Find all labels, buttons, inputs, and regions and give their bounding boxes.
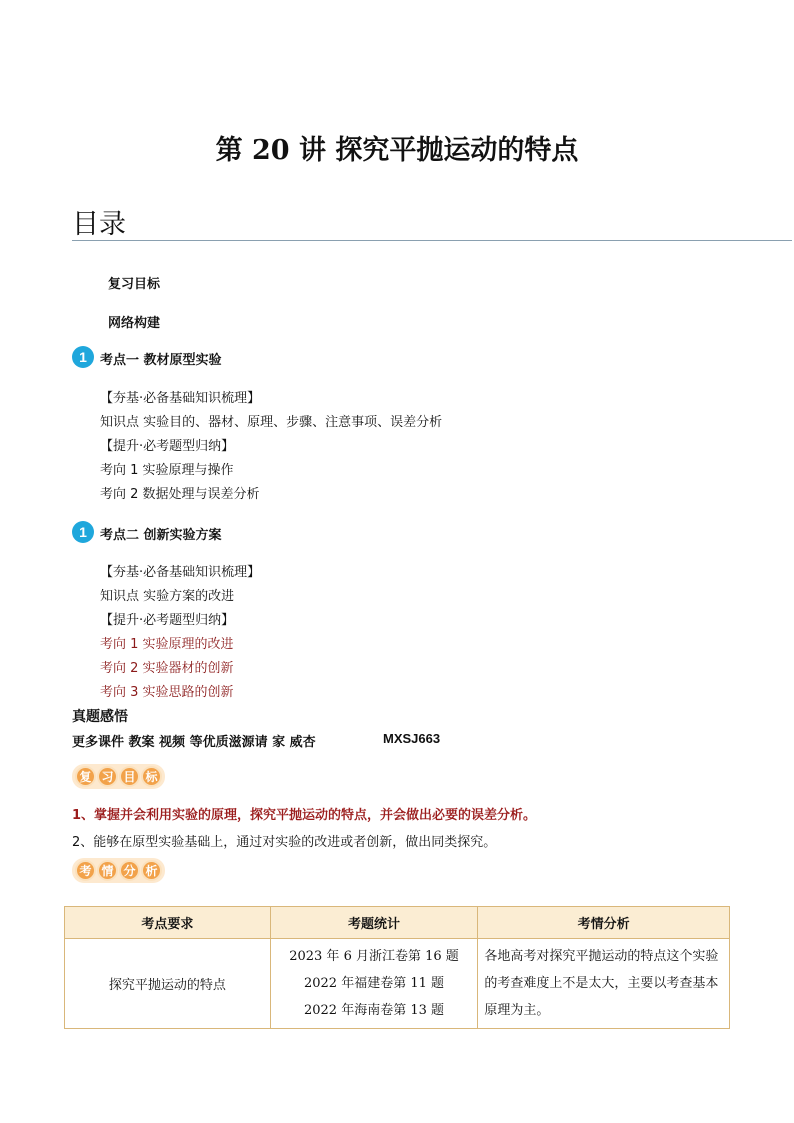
toc-heading: 目录 (72, 209, 126, 240)
promo-code: MXSJ663 (383, 731, 441, 746)
table-header: 考情分析 (478, 907, 730, 939)
review-goal-badge (72, 764, 165, 789)
badge-char: 情 (97, 860, 118, 881)
toc-s2-red-item-2[interactable]: 考向 2 实验器材的创新 (100, 661, 234, 676)
stat-line: 2022 年福建卷第 11 题 (303, 976, 445, 991)
badge-char: 目 (119, 766, 140, 787)
exam-analysis-table (64, 906, 730, 1029)
stat-line: 2022 年海南卷第 13 题 (303, 1003, 445, 1018)
exam-analysis-badge (72, 858, 165, 883)
badge-char: 习 (97, 766, 118, 787)
table-cell-stats (270, 939, 478, 1029)
badge-char: 分 (119, 860, 140, 881)
toc-s1-item-3[interactable]: 【提升·必考题型归纳】 (100, 439, 235, 454)
badge-char: 考 (75, 860, 96, 881)
toc-s1-item-4[interactable]: 考向 1 实验原理与操作 (100, 463, 234, 478)
table-header: 考题统计 (270, 907, 478, 939)
toc-section1-label[interactable]: 考点一 教材原型实验 (100, 353, 222, 368)
toc-divider (72, 240, 792, 241)
stat-line: 2023 年 6 月浙江卷第 16 题 (289, 949, 459, 964)
badge-char: 析 (141, 860, 162, 881)
toc-review-goal[interactable]: 复习目标 (108, 277, 161, 292)
section1-number-icon: 1 (72, 346, 94, 368)
toc-s1-item-1[interactable]: 【夯基·必备基础知识梳理】 (100, 391, 261, 406)
toc-s2-item-1[interactable]: 【夯基·必备基础知识梳理】 (100, 565, 261, 580)
table-header: 考点要求 (65, 907, 271, 939)
toc-network[interactable]: 网络构建 (108, 316, 161, 331)
badge-char: 复 (75, 766, 96, 787)
objective-1: 1、掌握并会利用实验的原理，探究平抛运动的特点，并会做出必要的误差分析。 (72, 808, 537, 823)
toc-s2-red-item-1[interactable]: 考向 1 实验原理的改进 (100, 637, 234, 652)
objective-2: 2、能够在原型实验基础上，通过对实验的改进或者创新，做出同类探究。 (72, 835, 497, 850)
toc-s2-red-item-3[interactable]: 考向 3 实验思路的创新 (100, 685, 234, 700)
toc-real-questions[interactable]: 真题感悟 (72, 709, 128, 725)
table-cell-analysis: 各地高考对探究平抛运动的特点这个实验的考查难度上不是太大，主要以考查基本原理为主。 (478, 939, 730, 1029)
toc-s1-item-2[interactable]: 知识点 实验目的、器材、原理、步骤、注意事项、误差分析 (100, 415, 443, 430)
table-header-row (65, 907, 730, 939)
toc-s1-item-5[interactable]: 考向 2 数据处理与误差分析 (100, 487, 260, 502)
toc-s2-item-2[interactable]: 知识点 实验方案的改进 (100, 589, 235, 604)
table-cell-point: 探究平抛运动的特点 (65, 939, 271, 1029)
promo-line: 更多课件 教案 视频 等优质滋源请 家 威杏 (72, 735, 316, 750)
table-row (65, 939, 730, 1029)
section2-number-icon: 1 (72, 521, 94, 543)
toc-s2-item-3[interactable]: 【提升·必考题型归纳】 (100, 613, 235, 628)
badge-char: 标 (141, 766, 162, 787)
toc-section2-label[interactable]: 考点二 创新实验方案 (100, 528, 222, 543)
page-title: 第 20 讲 探究平抛运动的特点 (215, 135, 579, 166)
